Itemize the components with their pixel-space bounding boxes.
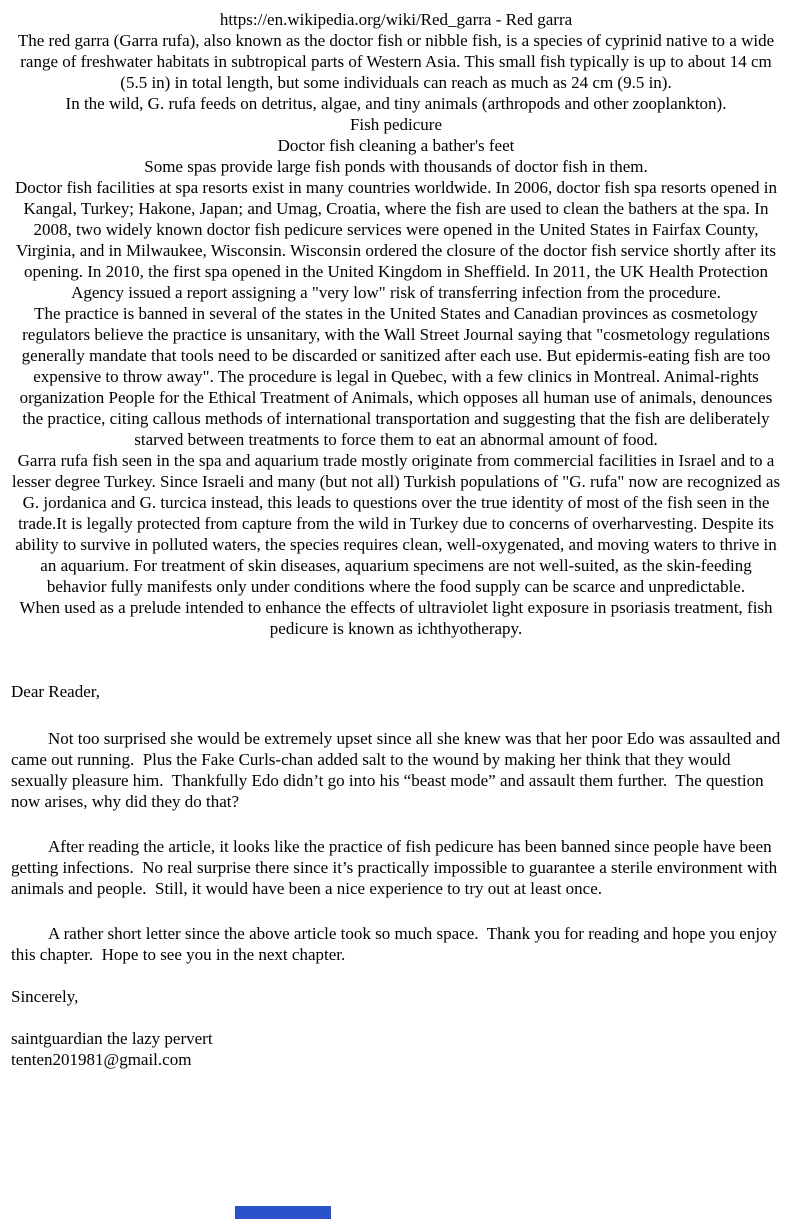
article-paragraph: Garra rufa fish seen in the spa and aquarium trade mostly originate from commercial facilities in Israel and to a lesser degree Turkey. Since Israeli and many (but not all) Turkish populations of "G. rufa" now are recognized as G. jordanica and G. turcica instead, this leads to questions over the true identity of most of the fish seen in the trade.It is legally protected from capture from the wild in Turkey due to concerns of overharvesting. Despite its ability to survive in polluted waters, the species requires clean, well-oxygenated, and moving waters to thrive in an aquarium. For treatment of skin diseases, aquarium specimens are not well-suited, as the skin-feeding behavior fully manifests only under conditions where the food supply can be scarce and unpredictable.: [11, 451, 781, 596]
article-paragraph: Doctor fish facilities at spa resorts exist in many countries worldwide. In 2006, doctor fish spa resorts opened in Kangal, Turkey; Hakone, Japan; and Umag, Croatia, where the fish are used to clean the bathers at the spa. In 2008, two widely known doctor fish pedicure services were opened in the United States in Fairfax County, Virginia, and in Milwaukee, Wisconsin. Wisconsin ordered the closure of the doctor fish service shortly after its opening. In 2010, the first spa opened in the United Kingdom in Sheffield. In 2011, the UK Health Protection Agency issued a report assigning a "very low" risk of transferring infection from the procedure.: [15, 178, 777, 302]
article-section-title: Fish pedicure: [349, 115, 443, 134]
signature-name: saintguardian the lazy pervert: [11, 1029, 213, 1048]
letter-closing: Sincerely,: [11, 987, 79, 1006]
article-source-line: https://en.wikipedia.org/wiki/Red_garra - Red garra: [219, 10, 573, 29]
letter-paragraph: Not too surprised she would be extremely upset since all she knew was that her poor Edo was assaulted and came out running. Plus the Fake Curls-chan added salt to the wound by making her think that they would sexually pleasure him. Thankfully Edo didn’t go into his “beast mode” and assault them further. The question now arises, why did they do that?: [11, 729, 785, 811]
letter-salutation: Dear Reader,: [11, 682, 100, 701]
letter-paragraph: After reading the article, it looks like the practice of fish pedicure has been banned since people have been getting infections. No real surprise there since it’s practically impossible to guarantee a sterile environment with animals and people. Still, it would have been a nice experience to try out at least once.: [11, 837, 782, 898]
article-paragraph: When used as a prelude intended to enhance the effects of ultraviolet light exposure in psoriasis treatment, fish pedicure is known as ichthyotherapy.: [19, 598, 773, 638]
signature-email: tenten201981@gmail.com: [11, 1050, 192, 1069]
wikipedia-article-excerpt: [11, 9, 781, 639]
article-image-caption: Doctor fish cleaning a bather's feet: [277, 136, 515, 155]
article-paragraph: Some spas provide large fish ponds with thousands of doctor fish in them.: [144, 157, 648, 176]
author-letter: [11, 681, 785, 1070]
article-paragraph: The practice is banned in several of the states in the United States and Canadian provinces as cosmetology regulators believe the practice is unsanitary, with the Wall Street Journal saying that "cosmetology regulations generally mandate that tools need to be discarded or sanitized after each use. But epidermis-eating fish are too expensive to throw away". The procedure is legal in Quebec, with a few clinics in Montreal. Animal-rights organization People for the Ethical Treatment of Animals, which opposes all human use of animals, denounces the practice, citing callous methods of international transportation and suggesting that the fish are deliberately starved between treatments to force them to eat an abnormal amount of food.: [19, 304, 773, 449]
article-paragraph: In the wild, G. rufa feeds on detritus, algae, and tiny animals (arthropods and other zooplankton).: [65, 94, 727, 113]
letter-paragraph: A rather short letter since the above article took so much space. Thank you for reading and hope you enjoy this chapter. Hope to see you in the next chapter.: [11, 924, 782, 964]
article-paragraph: The red garra (Garra rufa), also known as the doctor fish or nibble fish, is a species of cyprinid native to a wide range of freshwater habitats in subtropical parts of Western Asia. This small fish typically is up to about 14 cm (5.5 in) in total length, but some individuals can reach as much as 24 cm (9.5 in).: [17, 31, 775, 92]
bottom-accent-bar: [235, 1206, 331, 1219]
